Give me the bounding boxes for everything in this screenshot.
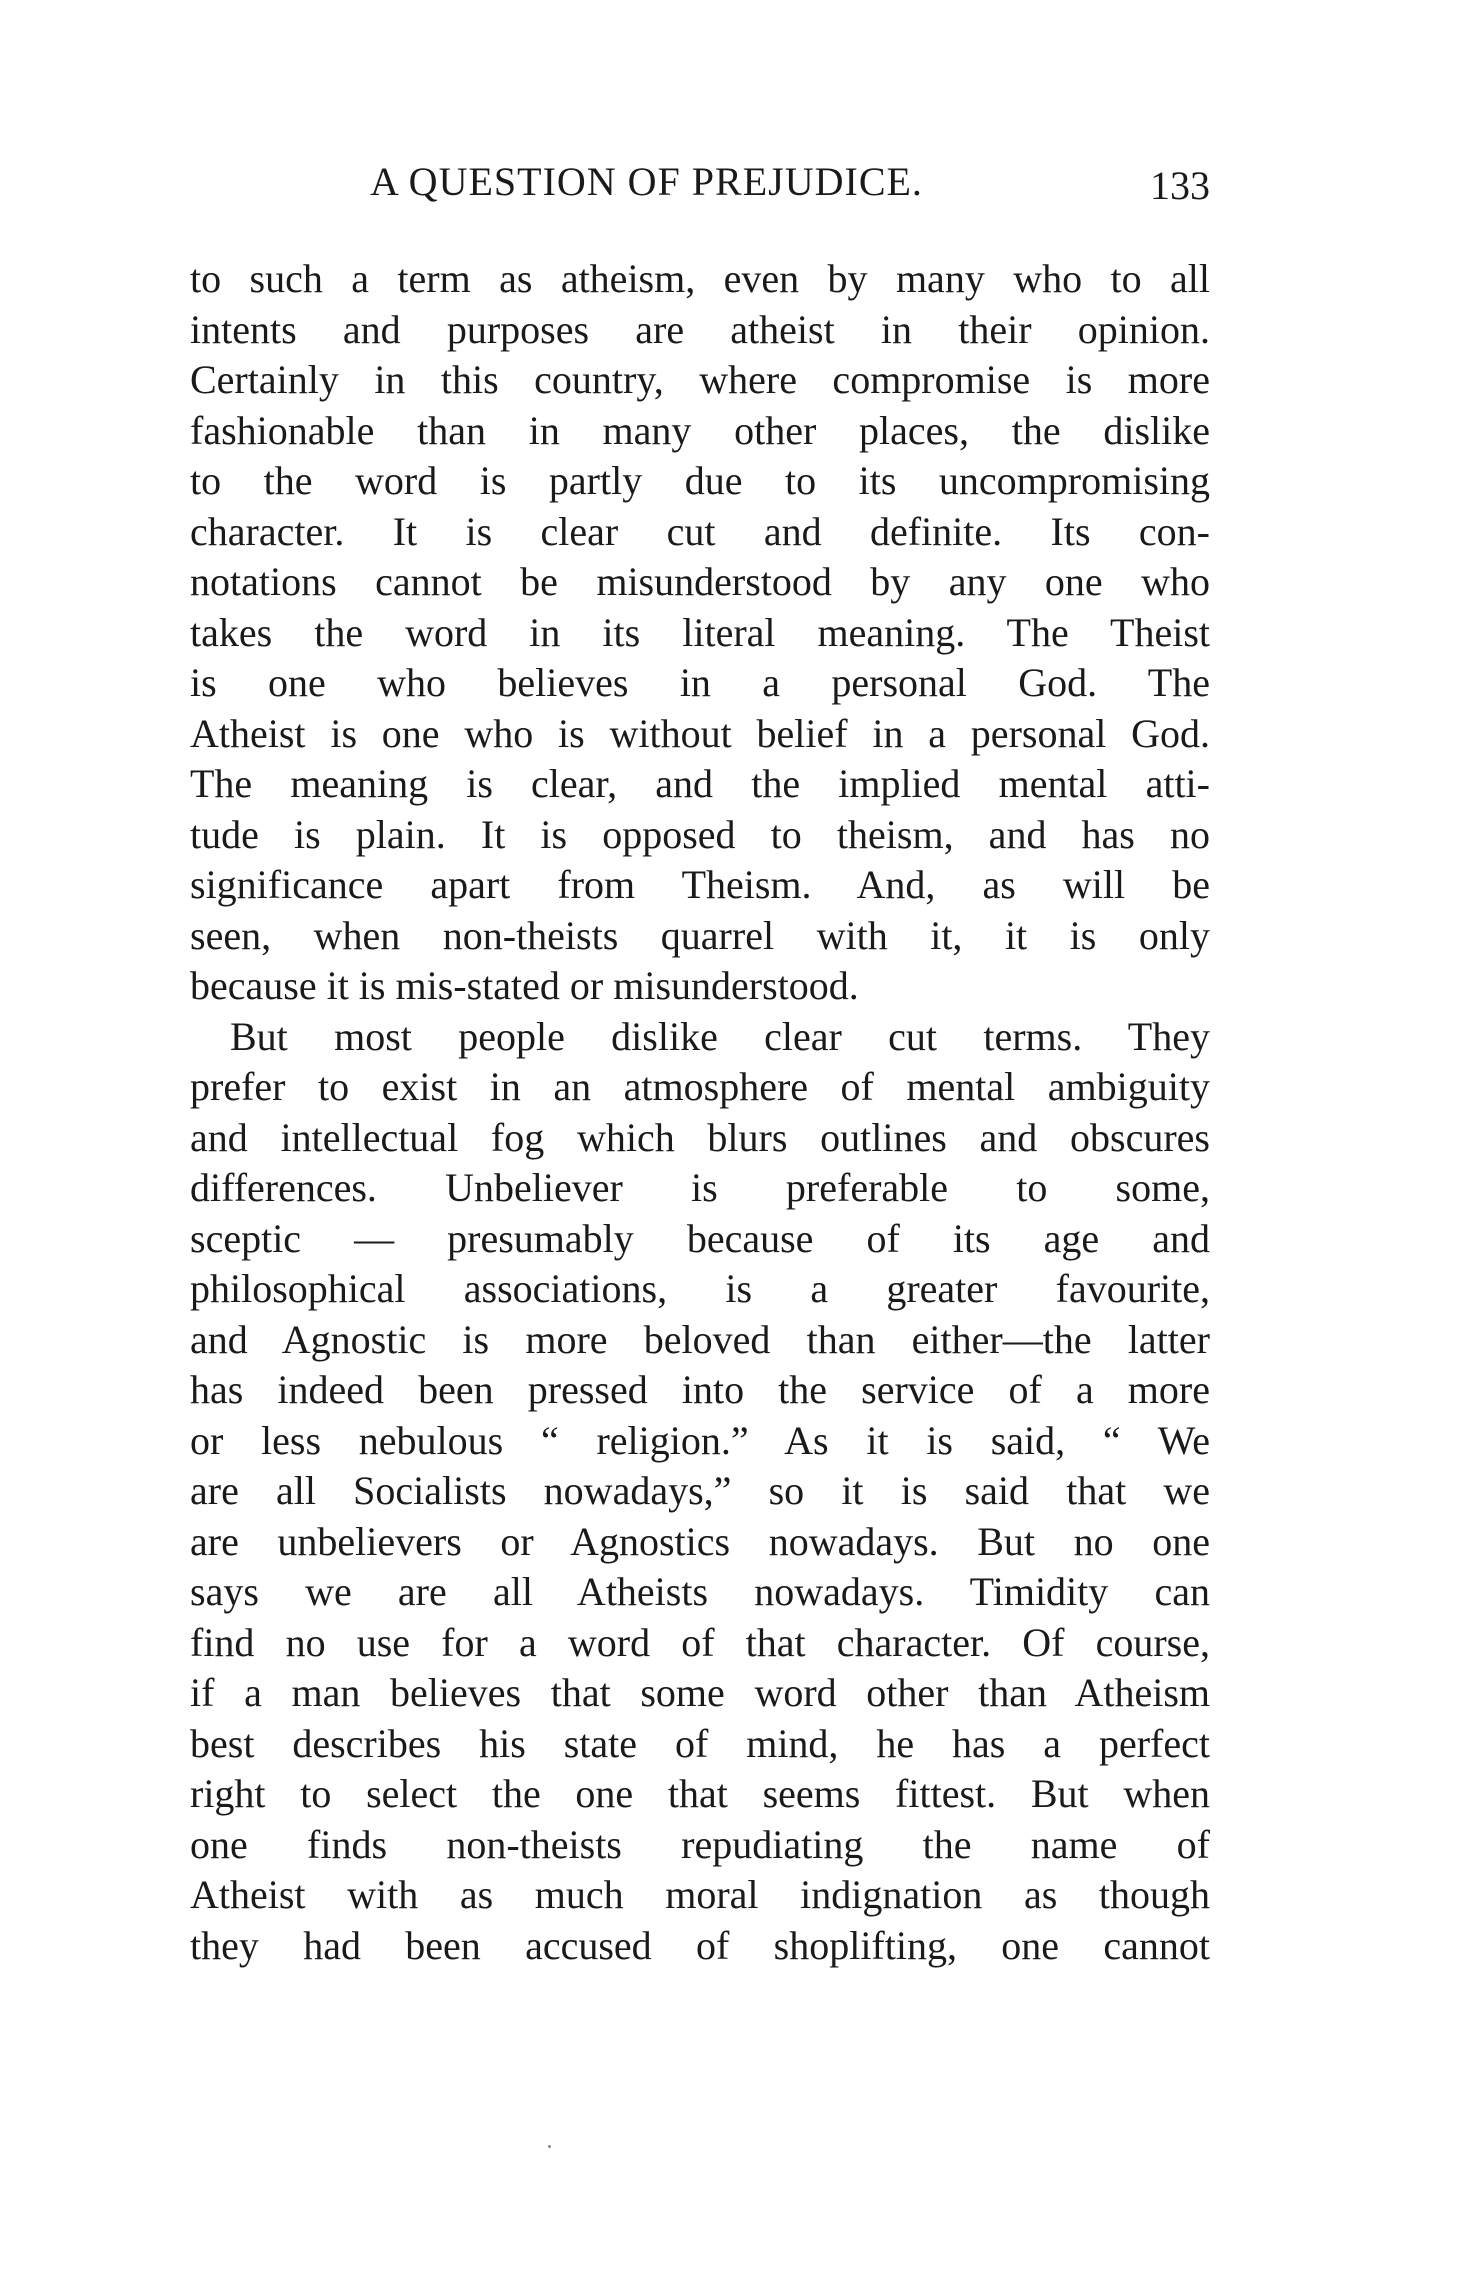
running-title: A QUESTION OF PREJUDICE.	[370, 159, 923, 204]
text-line: fashionable than in many other places, the dislike	[190, 407, 1210, 453]
text-line: sceptic — presumably because of its age and	[190, 1215, 1210, 1261]
page-number: 133	[1150, 163, 1210, 208]
text-line: differences. Unbeliever is preferable to some,	[190, 1165, 1210, 1210]
text-line: character. It is clear cut and definite. Its con-	[190, 508, 1210, 554]
text-line: But most people dislike clear cut terms. They	[230, 1013, 1210, 1059]
text-line: and Agnostic is more beloved than either—the latter	[190, 1316, 1210, 1362]
text-line: find no use for a word of that character. Of course,	[190, 1619, 1210, 1665]
text-line: if a man believes that some word other than Atheism	[190, 1670, 1210, 1715]
text-line: is one who believes in a personal God. The	[190, 660, 1210, 705]
paragraph-2	[190, 1012, 1210, 1972]
text-line: and intellectual fog which blurs outlines and obscures	[190, 1114, 1210, 1160]
print-speck	[548, 2145, 551, 2148]
text-line: tude is plain. It is opposed to theism, and has no	[190, 811, 1210, 857]
text-line: The meaning is clear, and the implied mental atti-	[190, 761, 1210, 806]
text-line: notations cannot be misunderstood by any one who	[190, 559, 1210, 604]
text-line: Atheist is one who is without belief in a personal God.	[190, 710, 1210, 756]
text-line: to the word is partly due to its uncompromising	[190, 458, 1210, 503]
text-line: intents and purposes are atheist in their opinion.	[190, 306, 1210, 352]
text-line: philosophical associations, is a greater favourite,	[190, 1266, 1210, 1311]
text-line: right to select the one that seems fittest. But when	[190, 1771, 1210, 1816]
paragraph-1	[190, 254, 1210, 1012]
text-line: Certainly in this country, where compromise is more	[190, 357, 1210, 402]
text-line: says we are all Atheists nowadays. Timidity can	[190, 1569, 1210, 1614]
body-text	[190, 254, 1210, 1971]
text-line: are all Socialists nowadays,” so it is said that we	[190, 1468, 1210, 1513]
text-line: or less nebulous “ religion.” As it is said, “ We	[190, 1417, 1210, 1463]
text-line: to such a term as atheism, even by many who to all	[190, 256, 1210, 301]
text-line: has indeed been pressed into the service of a more	[190, 1367, 1210, 1412]
text-line: one finds non-theists repudiating the name of	[190, 1821, 1210, 1867]
text-line: they had been accused of shoplifting, one cannot	[190, 1922, 1210, 1968]
text-line: seen, when non-theists quarrel with it, it is only	[190, 912, 1210, 958]
text-line: significance apart from Theism. And, as will be	[190, 862, 1210, 907]
text-line: takes the word in its literal meaning. The Theist	[190, 609, 1210, 655]
text-line: prefer to exist in an atmosphere of mental ambiguity	[190, 1064, 1210, 1109]
text-line: Atheist with as much moral indignation as though	[190, 1872, 1210, 1917]
running-head	[190, 158, 1210, 218]
text-line: best describes his state of mind, he has a perfect	[190, 1720, 1210, 1766]
text-line: are unbelievers or Agnostics nowadays. But no one	[190, 1518, 1210, 1564]
text-line: because it is mis-stated or misunderstood.	[190, 963, 859, 1008]
